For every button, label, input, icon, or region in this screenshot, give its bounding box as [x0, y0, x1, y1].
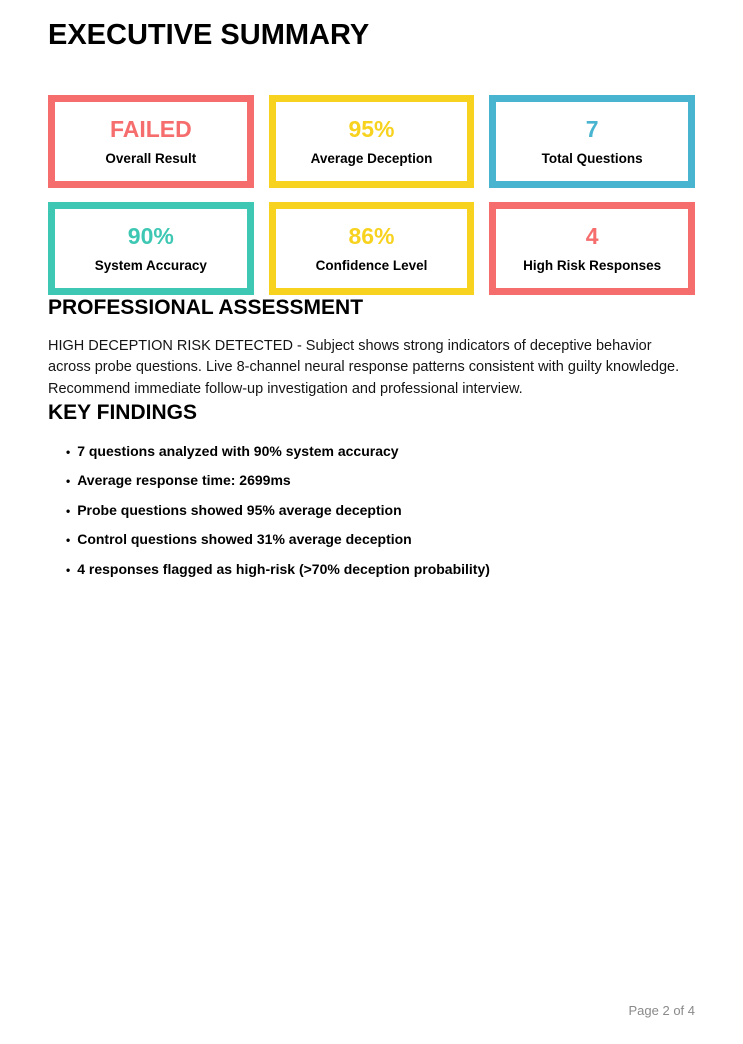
bullet-marker: • — [66, 563, 71, 578]
finding-item — [66, 437, 695, 467]
finding-text: Probe questions showed 95% average deception — [77, 501, 402, 518]
stat-value: 86% — [348, 222, 395, 249]
stat-label: Confidence Level — [315, 257, 428, 273]
stat-card-average-deception — [269, 95, 475, 188]
finding-text: 4 responses flagged as high-risk (>70% deception probability) — [77, 561, 490, 578]
bullet-marker: • — [66, 503, 71, 518]
summary-stat-cards — [48, 95, 695, 295]
stat-value: 4 — [585, 222, 599, 249]
key-findings-heading: KEY FINDINGS — [48, 401, 197, 425]
stat-value: 90% — [127, 222, 174, 249]
finding-item — [66, 555, 695, 585]
stat-card-system-accuracy — [48, 202, 254, 295]
stat-label: Overall Result — [105, 150, 197, 166]
page-number: Page 2 of 4 — [628, 1003, 695, 1018]
finding-item — [66, 496, 695, 526]
page-title: EXECUTIVE SUMMARY — [48, 19, 370, 51]
finding-text: Average response time: 2699ms — [77, 472, 291, 489]
stat-label: Average Deception — [310, 150, 433, 166]
bullet-marker: • — [66, 474, 71, 489]
stat-label: High Risk Responses — [523, 257, 662, 273]
bullet-marker: • — [66, 444, 71, 459]
stat-card-total-questions — [489, 95, 695, 188]
stat-card-confidence-level — [269, 202, 475, 295]
assessment-heading: PROFESSIONAL ASSESSMENT — [48, 295, 364, 319]
stat-value: FAILED — [109, 115, 192, 142]
bullet-marker: • — [66, 533, 71, 548]
stat-value: 95% — [348, 115, 395, 142]
finding-item — [66, 466, 695, 496]
stat-card-overall-result — [48, 95, 254, 188]
key-findings-list — [48, 437, 695, 585]
assessment-body-text: HIGH DECEPTION RISK DETECTED - Subject shows strong indicators of deceptive behavior across probe questions. Live 8-channel neural response patterns consistent with guilty knowledge. Recommend immediate follow-up investigation and professional interview. — [48, 337, 680, 397]
stat-label: System Accuracy — [94, 257, 207, 273]
stat-card-high-risk-responses — [489, 202, 695, 295]
finding-text: 7 questions analyzed with 90% system accuracy — [77, 442, 399, 459]
finding-text: Control questions showed 31% average deception — [77, 531, 412, 548]
stat-value: 7 — [585, 115, 599, 142]
stat-label: Total Questions — [541, 150, 643, 166]
finding-item — [66, 525, 695, 555]
